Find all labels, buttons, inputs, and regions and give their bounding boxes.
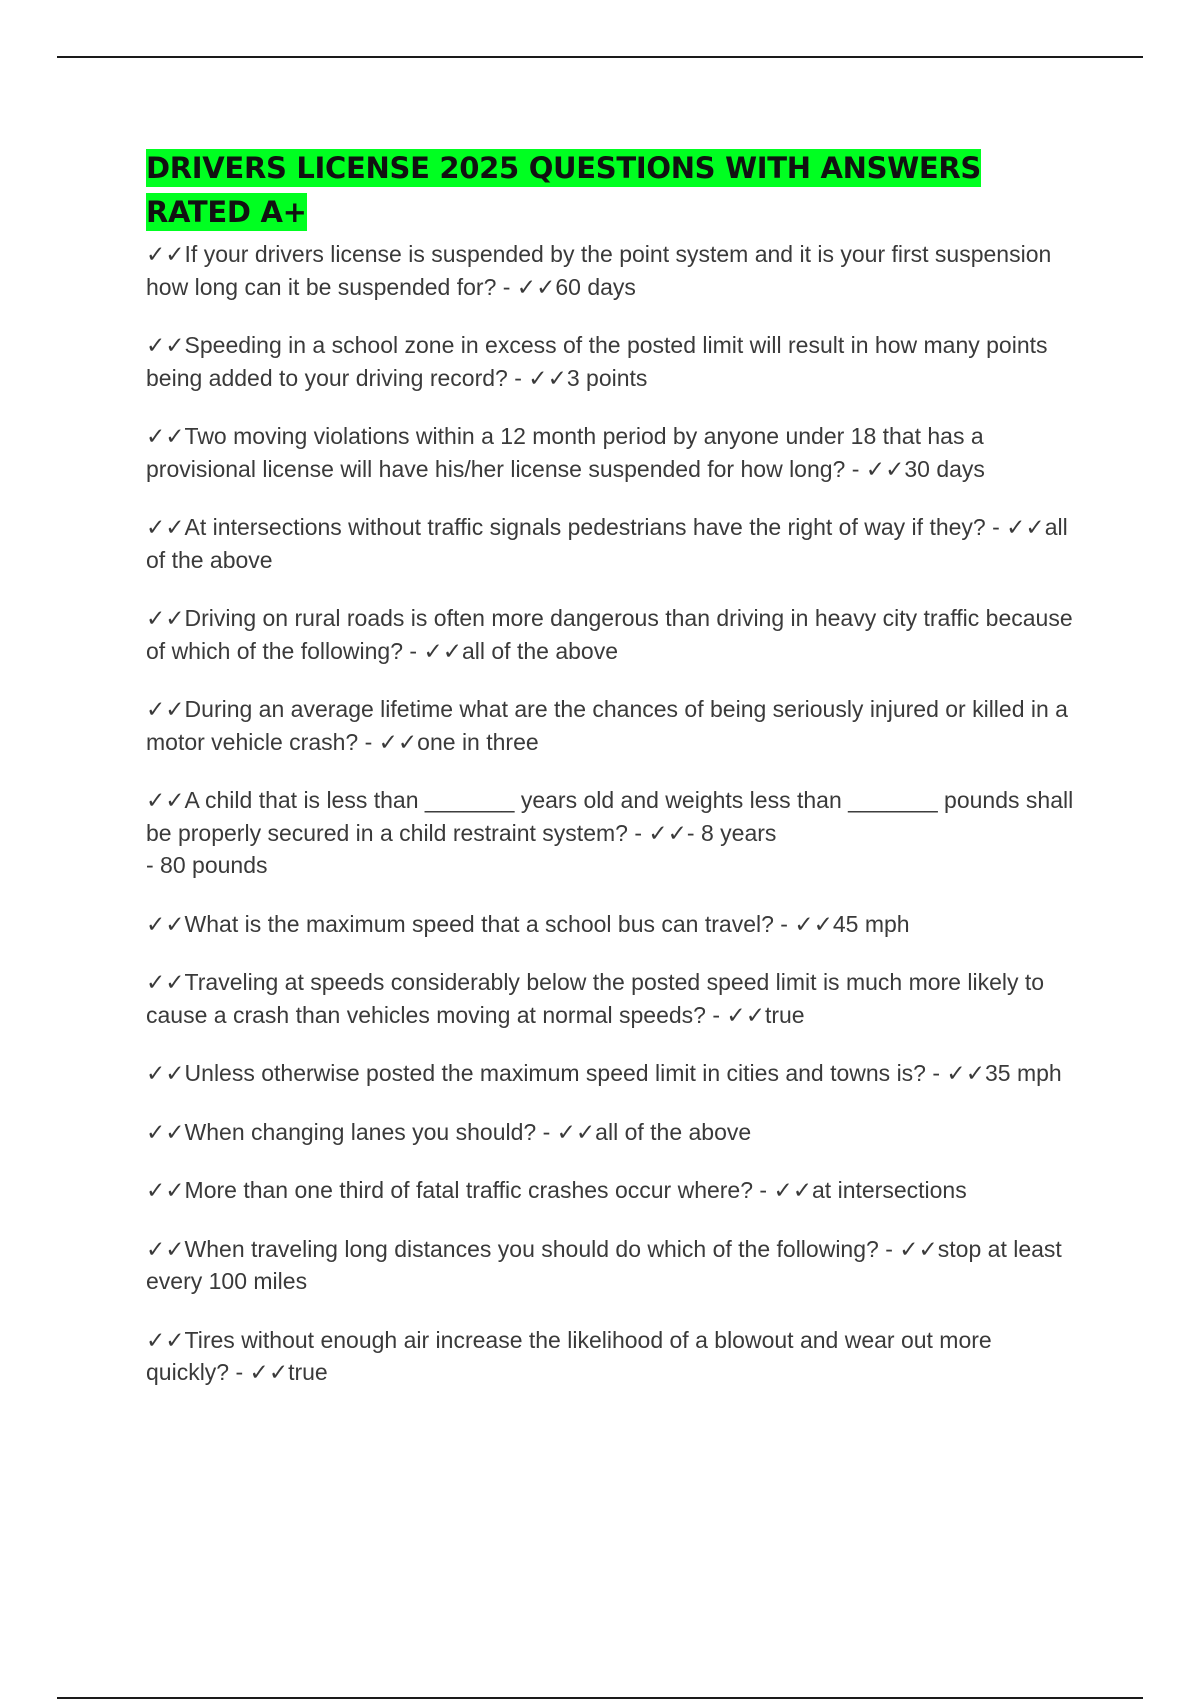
qa-item <box>146 511 1076 576</box>
qa-item <box>146 238 1076 303</box>
question-text: ✓✓At intersections without traffic signals pedestrians have the right of way if they? - <box>146 514 1007 540</box>
qa-item <box>146 1174 1076 1207</box>
qa-item <box>146 1057 1076 1090</box>
qa-item <box>146 693 1076 758</box>
document-title <box>146 146 1076 234</box>
question-text: ✓✓Speeding in a school zone in excess of the posted limit will result in how many points being added to your driving record? - <box>146 332 1048 391</box>
document-body <box>146 146 1076 1415</box>
answer-text: ✓✓all of the above <box>556 1118 752 1145</box>
qa-item <box>146 966 1076 1031</box>
top-rule <box>57 56 1143 58</box>
answer-text: ✓✓all of the above <box>146 514 1068 573</box>
answer-text: ✓✓3 points <box>528 364 648 391</box>
question-text: ✓✓During an average lifetime what are the chances of being seriously injured or killed in a motor vehicle crash? - <box>146 696 1068 755</box>
answer-text: ✓✓one in three <box>378 728 539 755</box>
qa-list <box>146 238 1076 1389</box>
question-text: ✓✓Driving on rural roads is often more dangerous than driving in heavy city traffic because of which of the following? - <box>146 605 1073 664</box>
answer-text: ✓✓true <box>726 1001 805 1028</box>
question-text: ✓✓Two moving violations within a 12 month period by anyone under 18 that has a provisional license will have his/her license suspended for how long? - <box>146 423 984 482</box>
answer-text: ✓✓stop at least every 100 miles <box>146 1235 1062 1294</box>
document-title-text: DRIVERS LICENSE 2025 QUESTIONS WITH ANSWERS RATED A+ <box>146 151 982 229</box>
question-text: ✓✓A child that is less than _______ years old and weights less than _______ pounds shall be properly secured in a child restraint system? - <box>146 787 1074 846</box>
answer-text: ✓✓35 mph <box>946 1060 1062 1086</box>
qa-item <box>146 1324 1076 1389</box>
bottom-rule <box>57 1697 1143 1699</box>
answer-text: ✓✓true <box>249 1359 328 1385</box>
question-text: ✓✓If your drivers license is suspended by the point system and it is your first suspension how long can it be suspended for? - <box>146 241 1052 300</box>
qa-item <box>146 908 1076 941</box>
qa-item <box>146 602 1076 667</box>
question-text: ✓✓When traveling long distances you should do which of the following? - <box>146 1235 900 1262</box>
answer-text: ✓✓60 days <box>516 273 636 300</box>
question-text: ✓✓Unless otherwise posted the maximum speed limit in cities and towns is? - <box>146 1060 947 1086</box>
qa-item <box>146 420 1076 485</box>
qa-item <box>146 329 1076 394</box>
answer-text: ✓✓all of the above <box>423 637 618 664</box>
question-text: ✓✓More than one third of fatal traffic crashes occur where? - <box>146 1177 774 1203</box>
question-text: ✓✓Tires without enough air increase the likelihood of a blowout and wear out more quickly? - <box>146 1326 992 1385</box>
answer-text: ✓✓at intersections <box>773 1177 967 1203</box>
question-text: ✓✓When changing lanes you should? - <box>146 1118 557 1145</box>
question-text: ✓✓Traveling at speeds considerably below the posted speed limit is much more likely to cause a crash than vehicles moving at normal speeds? - <box>146 969 1045 1028</box>
answer-text: ✓✓45 mph <box>794 910 910 937</box>
answer-text: ✓✓- 8 years - 80 pounds <box>146 819 777 878</box>
qa-item <box>146 1116 1076 1149</box>
qa-item <box>146 784 1076 882</box>
qa-item <box>146 1233 1076 1298</box>
answer-text: ✓✓30 days <box>865 455 985 482</box>
question-text: ✓✓What is the maximum speed that a school bus can travel? - <box>146 910 795 937</box>
